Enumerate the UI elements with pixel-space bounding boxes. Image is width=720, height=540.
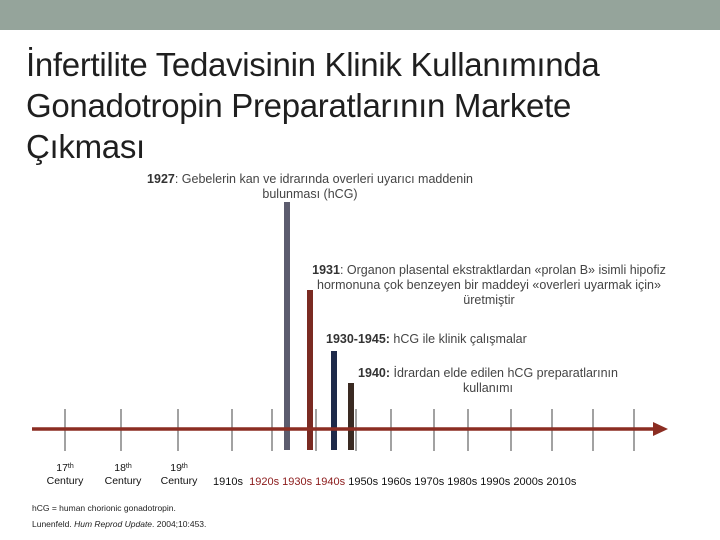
decade-labels-highlight: 1920s 1930s 1940s <box>249 476 346 488</box>
event-1931-text-2: hormonuna çok benzeyen bir maddeyi «overleri uyarmak için» <box>317 278 661 292</box>
bar-1927 <box>284 202 290 450</box>
title-line-3: Çıkması <box>26 128 145 165</box>
event-1940-text-1: İdrardan elde edilen hCG preparatlarının <box>390 366 618 380</box>
event-1931-text-3: üretmiştir <box>463 293 515 307</box>
label-19th-century: 19th Century <box>160 462 198 487</box>
bar-1931 <box>307 290 313 450</box>
event-1927-year: 1927 <box>147 172 175 186</box>
bar-1930-1945 <box>331 351 337 450</box>
bar-1940 <box>348 383 354 450</box>
label-17th-century: 17th Century <box>46 462 84 487</box>
title-line-2: Gonadotropin Preparatlarının Markete <box>26 87 572 124</box>
decade-labels <box>213 476 576 489</box>
decade-label-1910s: 1910s <box>213 476 243 488</box>
event-1930-year: 1930-1945: <box>326 332 390 346</box>
footnote-abbreviation: hCG = human chorionic gonadotropin. <box>32 503 176 513</box>
event-1931-text-1: : Organon plasental ekstraktlardan «prolan B» isimli hipofiz <box>339 263 666 277</box>
event-1927-text-1: : Gebelerin kan ve idrarında overleri uyarıcı maddenin <box>174 172 473 186</box>
label-18th-century: 18th Century <box>104 462 142 487</box>
footnote-reference: Lunenfeld. Hum Reprod Update. 2004;10:453. <box>32 519 207 529</box>
title-line-1: İnfertilite Tedavisinin Klinik Kullanımında <box>26 46 600 83</box>
event-1927-text-2: bulunması (hCG) <box>262 187 358 201</box>
decade-labels-rest: 1950s 1960s 1970s 1980s 1990s 2000s 2010s <box>348 476 577 488</box>
event-1930-text-1: hCG ile klinik çalışmalar <box>389 332 527 346</box>
event-1940-text-2: kullanımı <box>462 381 514 395</box>
timeline-arrowhead <box>653 422 668 436</box>
event-1940-year: 1940: <box>358 366 391 380</box>
event-1931-year: 1931 <box>312 263 340 277</box>
